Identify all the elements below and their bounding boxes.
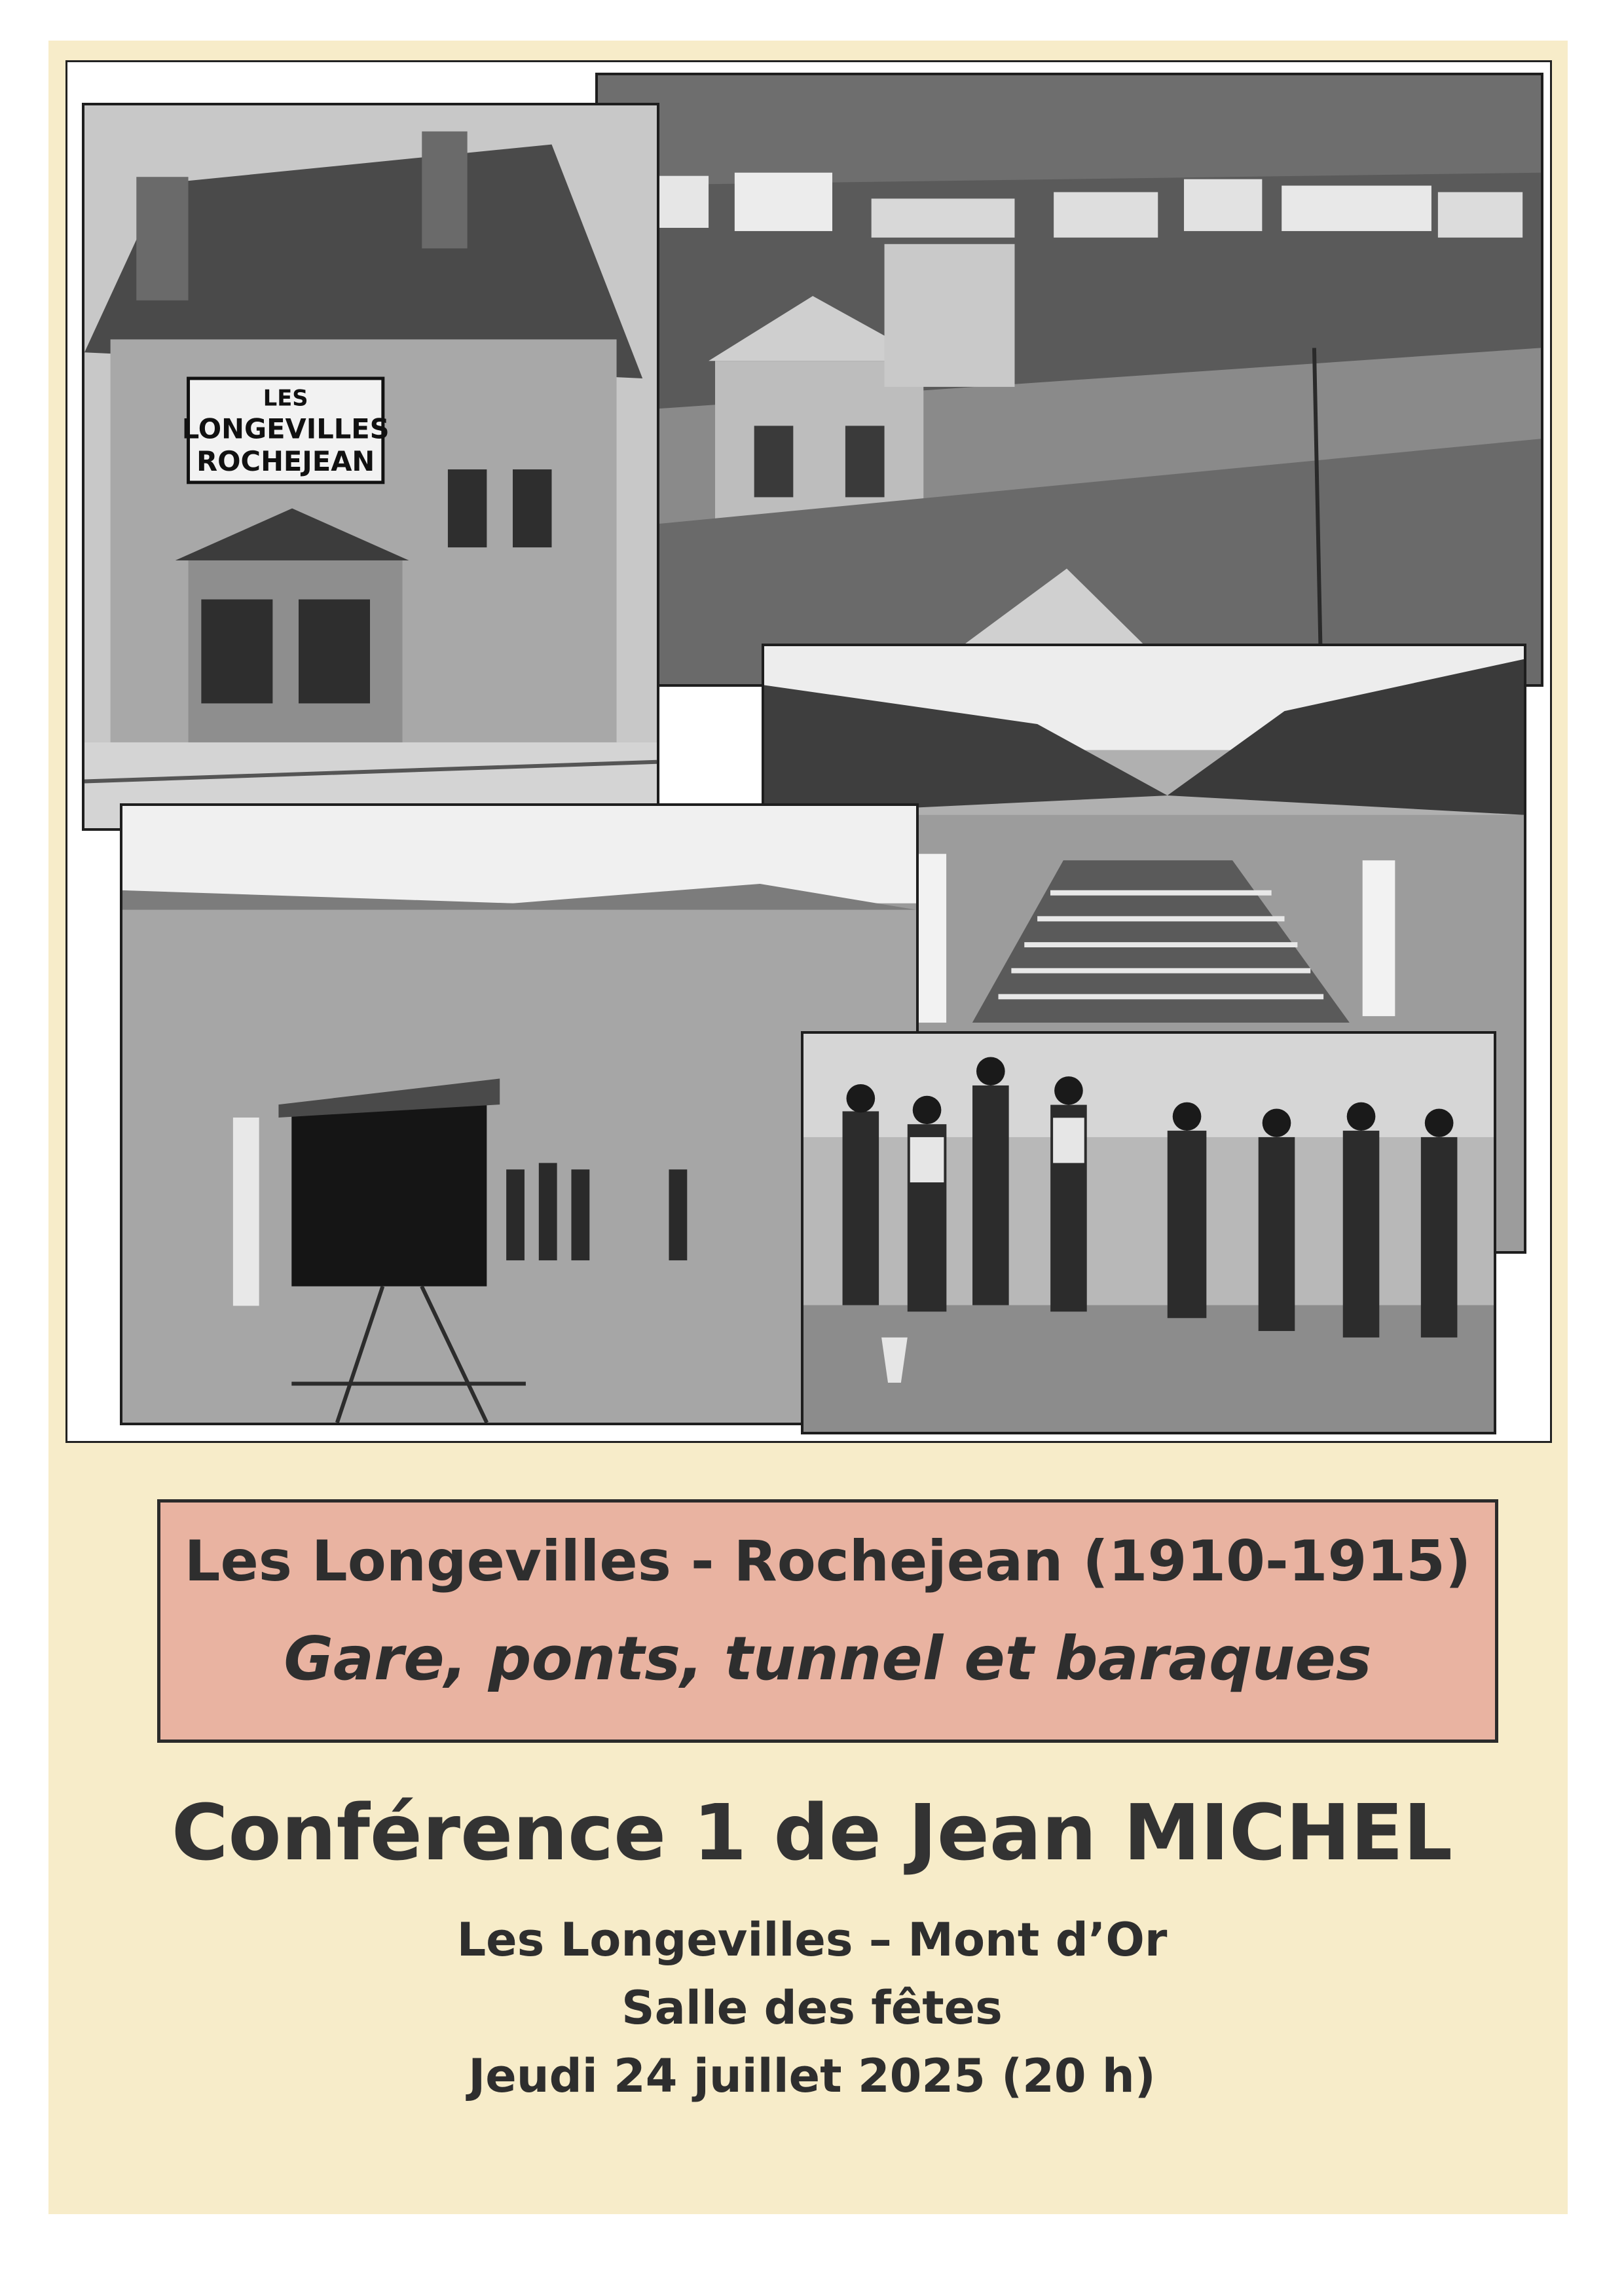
photo-collage: [65, 60, 1552, 1443]
conference-heading: Conférence 1 de Jean MICHEL: [171, 1787, 1453, 1878]
hall-line: Salle des fêtes: [621, 1981, 1003, 2035]
photo-station-building: [82, 103, 659, 831]
title-line: Les Longevilles - Rochejean (1910-1915): [184, 1529, 1471, 1594]
date-time-line: Jeudi 24 juillet 2025 (20 h): [468, 2049, 1156, 2103]
title-box: [157, 1499, 1498, 1743]
station-sign-line1: LES: [263, 385, 308, 411]
subtitle: Gare, ponts, tunnel et baraques: [284, 1624, 1372, 1694]
photo-village-panorama: [595, 73, 1543, 687]
photo-tunnel-entrance: [120, 803, 919, 1425]
photo-workers-group: [801, 1031, 1496, 1434]
venue-line: Les Longevilles – Mont d’Or: [456, 1913, 1168, 1967]
station-sign-line3: ROCHEJEAN: [196, 445, 375, 477]
station-sign-line2: LONGEVILLES: [181, 412, 390, 445]
